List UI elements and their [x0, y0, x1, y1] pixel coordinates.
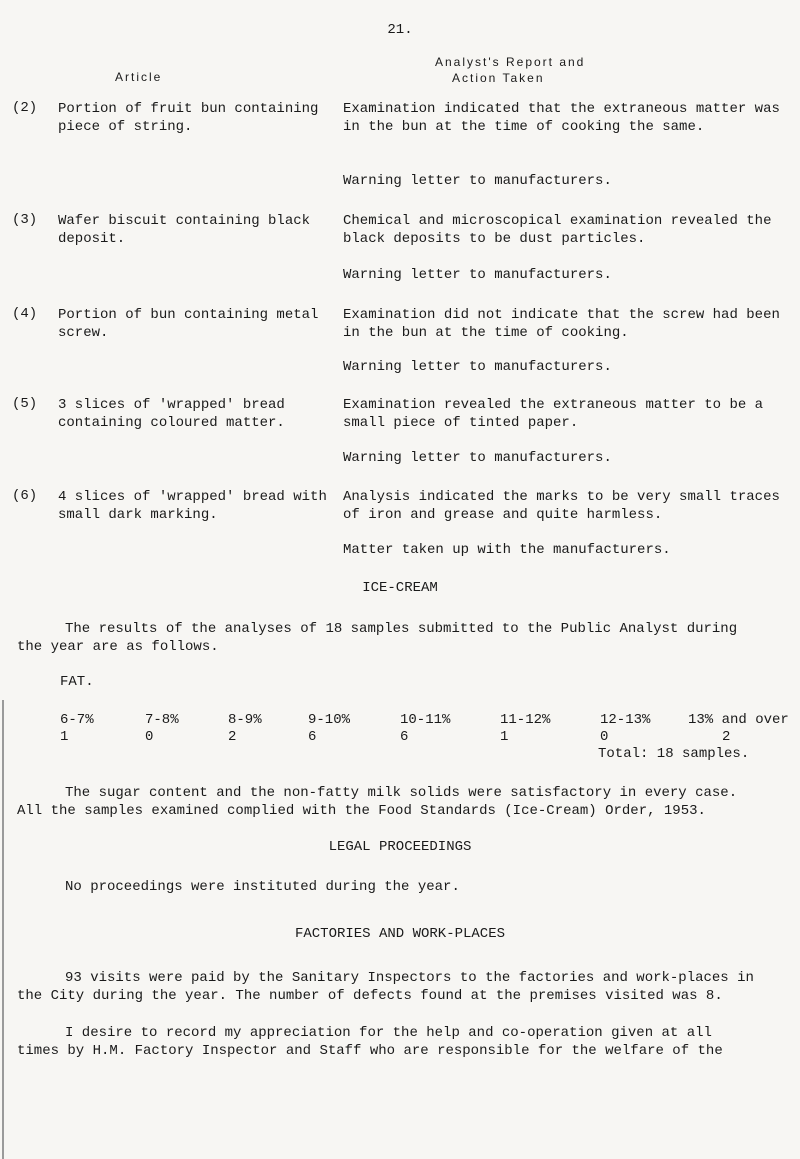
fat-count: 2 [722, 729, 731, 745]
page-edge-shadow [2, 700, 4, 1159]
fat-range: 12-13% [600, 712, 651, 728]
entry-report: Examination indicated that the extraneous matter was in the bun at the time of cooking the same. [343, 101, 780, 135]
fat-count: 0 [600, 729, 609, 745]
factories-para1: 93 visits were paid by the Sanitary Inspectors to the factories and work-places in the City during the year. The number of defects found at the premises visited was 8. [17, 970, 754, 1004]
column-header-article: Article [115, 70, 163, 84]
ice-cream-intro: The results of the analyses of 18 samples submitted to the Public Analyst during the year are as follows. [17, 621, 738, 655]
entry-action: Warning letter to manufacturers. [343, 359, 612, 375]
factories-para2: I desire to record my appreciation for the help and co-operation given at all times by H.M. Factory Inspector and Staff who are responsible for the welfare of the [17, 1025, 723, 1059]
entry-article: 3 slices of 'wrapped' bread containing coloured matter. [58, 397, 285, 431]
column-header-report-line2: Action Taken [452, 71, 545, 85]
fat-range: 10-11% [400, 712, 451, 728]
entry-action: Warning letter to manufacturers. [343, 267, 612, 283]
fat-range: 13% and over [688, 712, 789, 728]
factories-heading: FACTORIES AND WORK-PLACES [294, 926, 506, 942]
fat-count: 0 [145, 729, 154, 745]
fat-count: 1 [60, 729, 69, 745]
entry-article: Portion of fruit bun containing piece of string. [58, 101, 319, 135]
fat-count: 2 [228, 729, 237, 745]
entry-number: (6) [12, 488, 38, 504]
fat-range: 9-10% [308, 712, 351, 728]
entry-article: 4 slices of 'wrapped' bread with small dark marking. [58, 489, 327, 523]
ice-cream-heading: ICE-CREAM [362, 580, 438, 596]
entry-action: Matter taken up with the manufacturers. [343, 542, 671, 558]
fat-range: 8-9% [228, 712, 262, 728]
fat-count: 1 [500, 729, 509, 745]
fat-range: 6-7% [60, 712, 94, 728]
entry-article: Portion of bun containing metal screw. [58, 307, 319, 341]
fat-label: FAT. [60, 674, 94, 690]
entry-number: (4) [12, 306, 38, 322]
fat-total: Total: 18 samples. [598, 746, 750, 762]
entry-report: Examination revealed the extraneous matter to be a small piece of tinted paper. [343, 397, 764, 431]
legal-heading: LEGAL PROCEEDINGS [328, 839, 472, 855]
fat-range: 7-8% [145, 712, 179, 728]
entry-number: (3) [12, 212, 38, 228]
entry-number: (2) [12, 100, 38, 116]
entry-number: (5) [12, 396, 38, 412]
page-number: 21. [387, 22, 413, 38]
entry-report: Chemical and microscopical examination revealed the black deposits to be dust particles. [343, 213, 772, 247]
entry-article: Wafer biscuit containing black deposit. [58, 213, 311, 247]
fat-range: 11-12% [500, 712, 551, 728]
column-header-report-line1: Analyst's Report and [435, 55, 586, 69]
entry-action: Warning letter to manufacturers. [343, 173, 612, 189]
fat-count: 6 [400, 729, 409, 745]
entry-report: Analysis indicated the marks to be very small traces of iron and grease and quite harmless. [343, 489, 780, 523]
legal-text: No proceedings were instituted during the year. [65, 879, 460, 895]
entry-action: Warning letter to manufacturers. [343, 450, 612, 466]
ice-cream-conclusion: The sugar content and the non-fatty milk solids were satisfactory in every case. All the samples examined complied with the Food Standards (Ice-Cream) Order, 1953. [17, 785, 738, 819]
fat-count: 6 [308, 729, 317, 745]
entry-report: Examination did not indicate that the screw had been in the bun at the time of cooking. [343, 307, 780, 341]
